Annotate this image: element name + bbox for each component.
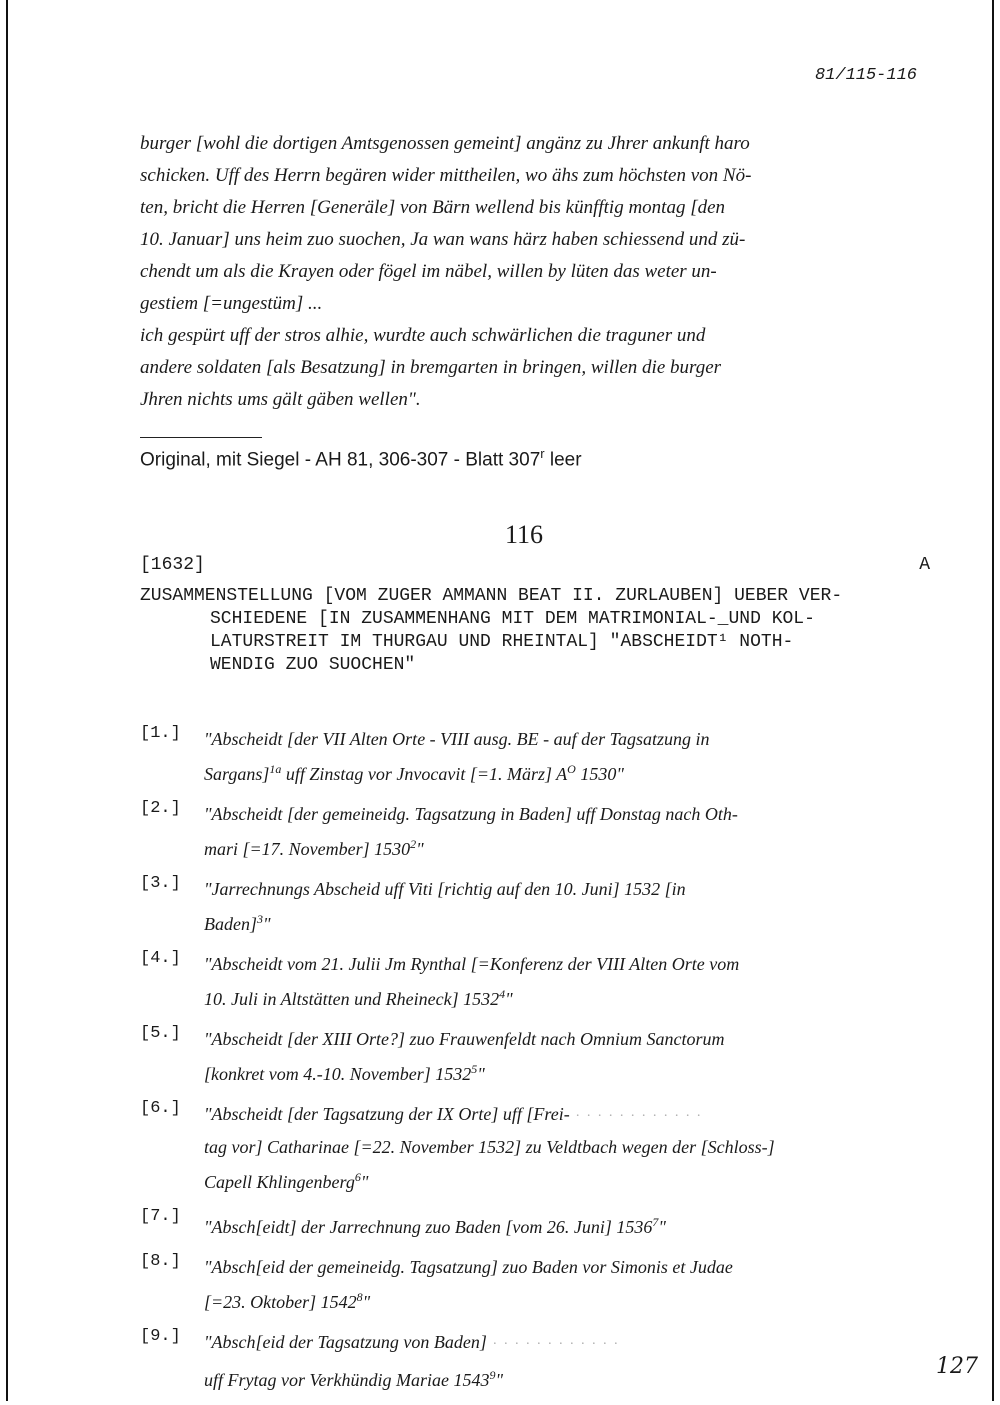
faded-text-smudge: · · · · · · · · · · · · <box>575 1109 703 1124</box>
entry-list <box>140 724 940 1405</box>
entry-line: " <box>505 989 513 1009</box>
letter-line: 10. Januar] uns heim zuo suochen, Ja wan wans härz haben schiessend und zü- <box>140 229 746 250</box>
document-date: [1632] <box>140 555 205 575</box>
entry-line: mari [=17. November] 1530 <box>204 839 411 859</box>
title-line: LATURSTREIT IM THURGAU UND RHEINTAL] "ABSCHEIDT¹ NOTH- <box>210 632 794 652</box>
footnote-ref: 6 <box>354 1170 361 1184</box>
entry-line: "Abscheidt vom 21. Julii Jm Rynthal [=Konferenz der VIII Alten Orte vom <box>204 954 740 974</box>
footnote-ref: 8 <box>356 1290 363 1304</box>
entry-number: [6.] <box>140 1099 181 1118</box>
entry-line: "Abscheidt [der Tagsatzung der IX Orte] uff [Frei- <box>204 1104 570 1124</box>
title-line: ZUSAMMENSTELLUNG [VOM ZUGER AMMANN BEAT II. ZURLAUBEN] UEBER VER- <box>140 586 843 606</box>
footnote-ref: 4 <box>499 987 506 1001</box>
footnote-ref: 1a <box>269 762 282 776</box>
entry-number: [2.] <box>140 799 181 818</box>
entry-line: "Absch[eid der Tagsatzung von Baden] <box>204 1332 487 1352</box>
entry-line: uff Frytag vor Verkhündig Mariae 1543 <box>204 1370 490 1390</box>
footnote-ref: 3 <box>257 912 263 926</box>
entry-line: Capell Khlingenberg <box>204 1172 355 1192</box>
title-line: SCHIEDENE [IN ZUSAMMENHANG MIT DEM MATRIMONIAL-_UND KOL- <box>210 609 815 629</box>
entry-line: 10. Juli in Altstätten und Rheineck] 1532 <box>204 989 500 1009</box>
list-item <box>140 1327 940 1395</box>
entry-line: tag vor] Catharinae [=22. November 1532] zu Veldtbach wegen der [Schloss-] <box>204 1137 775 1157</box>
entry-line: "Absch[eid der gemeineidg. Tagsatzung] zuo Baden vor Simonis et Judae <box>204 1257 733 1277</box>
letter-text <box>140 128 920 416</box>
title-line: WENDIG ZUO SUOCHEN" <box>210 655 416 675</box>
list-item <box>140 874 940 939</box>
superscript: O <box>567 762 576 776</box>
entry-line: "Absch[eidt] der Jarrechnung zuo Baden [vom 26. Juni] 1536 <box>204 1217 653 1237</box>
handwritten-page-note: 127 <box>936 1354 978 1379</box>
letter-line: schicken. Uff des Herrn begären wider mittheilen, wo ähs zum höchsten von Nö- <box>140 165 752 186</box>
entry-number: [4.] <box>140 949 181 968</box>
entry-number: [8.] <box>140 1252 181 1271</box>
entry-line: " <box>416 839 424 859</box>
list-item <box>140 799 940 864</box>
letter-line: andere soldaten [als Besatzung] in bremgarten in bringen, willen die burger <box>140 357 722 378</box>
entry-line: "Abscheidt [der XIII Orte?] zuo Frauwenfeldt nach Omnium Sanctorum <box>204 1029 725 1049</box>
letter-line: ten, bricht die Herren [Generäle] von Bärn wellend bis künfftig montag [den <box>140 197 726 218</box>
entry-number: [5.] <box>140 1024 181 1043</box>
source-note <box>140 446 582 471</box>
document-number: 116 <box>505 520 544 549</box>
entry-line: Sargans] <box>204 764 270 784</box>
entry-line: "Abscheidt [der VII Alten Orte - VIII ausg. BE - auf der Tagsatzung in <box>204 729 710 749</box>
faded-text-smudge: · · · · · · · · · · · · <box>492 1337 620 1352</box>
entry-line: [konkret vom 4.-10. November] 1532 <box>204 1064 472 1084</box>
scan-border-left <box>6 0 8 1401</box>
separator-rule <box>140 437 262 438</box>
entry-number: [7.] <box>140 1207 181 1226</box>
list-item <box>140 949 940 1014</box>
entry-line: [=23. Oktober] 1542 <box>204 1292 357 1312</box>
entry-line: " <box>658 1217 666 1237</box>
entry-number: [9.] <box>140 1327 181 1346</box>
list-item <box>140 1207 940 1242</box>
footnote-ref: 7 <box>652 1215 659 1229</box>
letter-line: gestiem [=ungestüm] ... <box>140 293 323 314</box>
list-item <box>140 1024 940 1089</box>
entry-line: "Abscheidt [der gemeineidg. Tagsatzung in Baden] uff Donstag nach Oth- <box>204 804 738 824</box>
document-letter: A <box>919 555 930 575</box>
entry-line: uff Zinstag vor Jnvocavit [=1. März] A <box>281 764 568 784</box>
entry-line: " <box>362 1292 371 1312</box>
scan-border-right <box>992 0 994 1401</box>
entry-number: [3.] <box>140 874 181 893</box>
list-item <box>140 1099 940 1197</box>
letter-line: burger [wohl die dortigen Amtsgenossen gemeint] angänz zu Jhrer ankunft haro <box>140 133 750 154</box>
entry-line: "Jarrechnungs Abscheid uff Viti [richtig auf den 10. Juni] 1532 [in <box>204 879 686 899</box>
document-title <box>140 585 940 677</box>
entry-number: [1.] <box>140 724 181 743</box>
list-item <box>140 1252 940 1317</box>
entry-line: 1530" <box>575 764 624 784</box>
footnote-ref: 5 <box>471 1062 478 1076</box>
page-number: 81/115-116 <box>814 66 917 85</box>
entry-line: " <box>495 1370 504 1390</box>
source-note-sup: r <box>540 446 545 461</box>
letter-line: ich gespürt uff der stros alhie, wurdte auch schwärlichen die traguner und <box>140 325 706 346</box>
footnote-ref: 9 <box>489 1368 496 1382</box>
footnote-ref: 2 <box>410 837 417 851</box>
letter-line: chendt um als die Krayen oder fögel im näbel, willen by lüten das weter un- <box>140 261 717 282</box>
list-item <box>140 724 940 789</box>
letter-line: Jhren nichts ums gält gäben wellen". <box>140 389 421 410</box>
entry-line: " <box>360 1172 369 1192</box>
entry-line: Baden] <box>204 914 257 934</box>
source-note-tail: leer <box>544 449 582 471</box>
source-note-text: Original, mit Siegel - AH 81, 306-307 - Blatt 307 <box>140 449 541 471</box>
entry-line: " <box>477 1064 485 1084</box>
entry-line: " <box>263 914 271 934</box>
